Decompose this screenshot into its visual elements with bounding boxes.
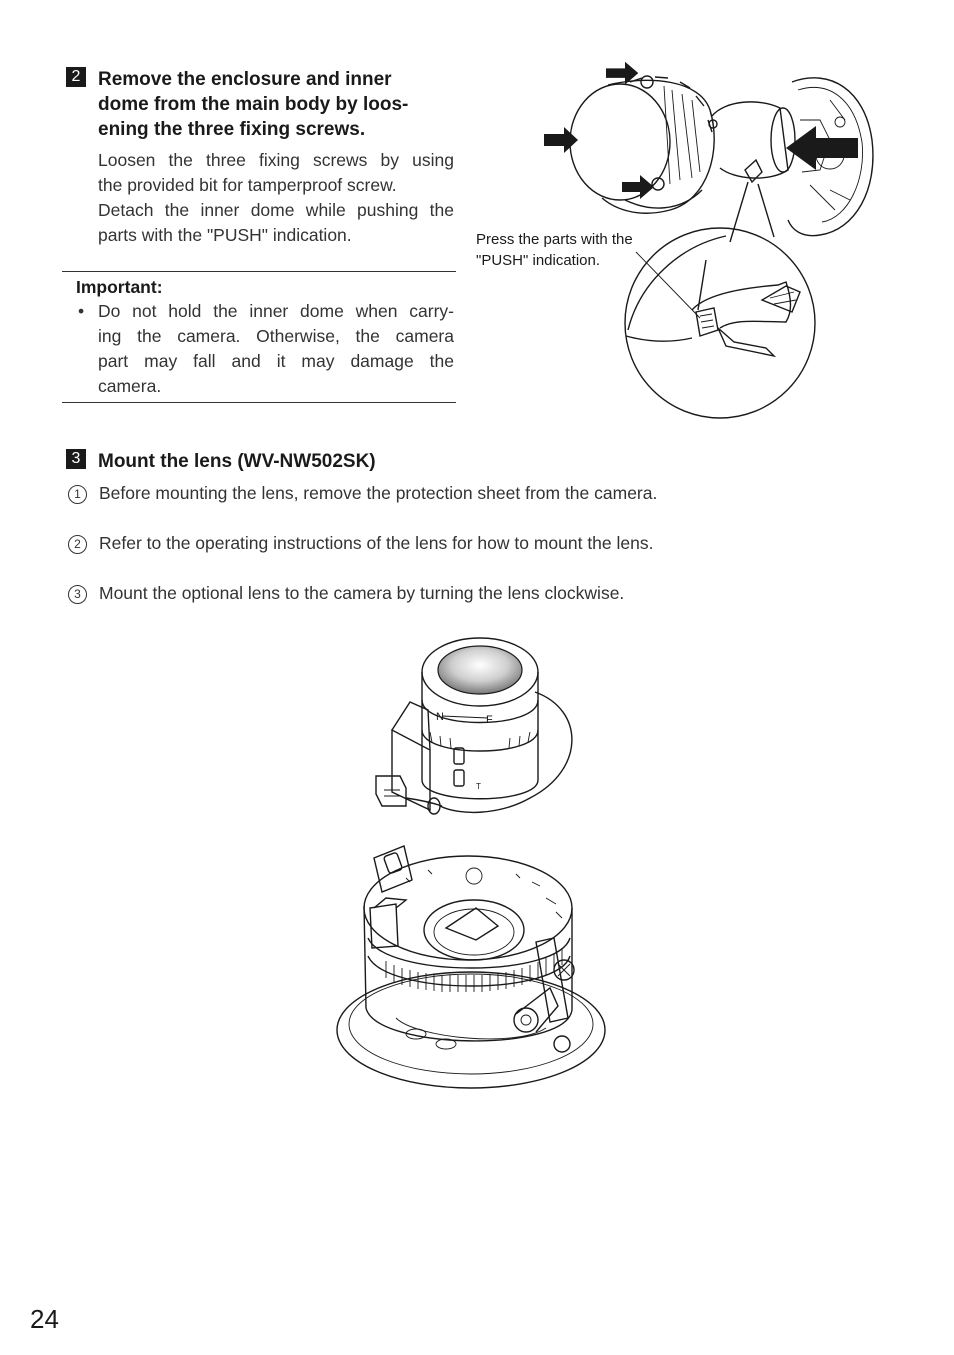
- step-3-title: Mount the lens (WV-NW502SK): [98, 451, 376, 472]
- substep-1: 1 Before mounting the lens, remove the protection sheet from the camera.: [68, 481, 657, 505]
- substep-3: 3 Mount the optional lens to the camera by turning the lens clockwise.: [68, 581, 624, 605]
- important-bottom-rule: [62, 402, 456, 403]
- page-number: 24: [30, 1304, 59, 1334]
- lens-label-n: N: [436, 711, 444, 723]
- important-top-rule: [62, 271, 456, 272]
- substep-3-marker: 3: [68, 585, 87, 604]
- step-3-number: 3: [66, 449, 86, 469]
- substep-2: 2 Refer to the operating instructions of the lens for how to mount the lens.: [68, 531, 653, 555]
- lens-label-f: F: [486, 714, 493, 726]
- step-2-body: Loosen the three fixing screws by using the provided bit for tamperproof screw. Detach the inner dome while pushing the parts with the "PUSH" indication.: [98, 150, 454, 245]
- step-2-number: 2: [66, 67, 86, 87]
- lens-label-t: T: [476, 782, 481, 791]
- figure-lens: [370, 630, 590, 830]
- substep-1-marker: 1: [68, 485, 87, 504]
- step-2-title: Remove the enclosure and inner dome from the main body by loos- ening the three fixing screws.: [98, 69, 409, 140]
- figure-dome-removal: [530, 60, 890, 420]
- substep-2-marker: 2: [68, 535, 87, 554]
- figure-1-callout: Press the parts with the "PUSH" indication.: [476, 231, 633, 269]
- important-bullet: •: [78, 301, 85, 321]
- figure-camera-base: [336, 838, 616, 1093]
- important-text: Do not hold the inner dome when carry- ing the camera. Otherwise, the camera part may fall and it may damage the camera.: [98, 301, 454, 396]
- important-heading: Important:: [76, 277, 163, 297]
